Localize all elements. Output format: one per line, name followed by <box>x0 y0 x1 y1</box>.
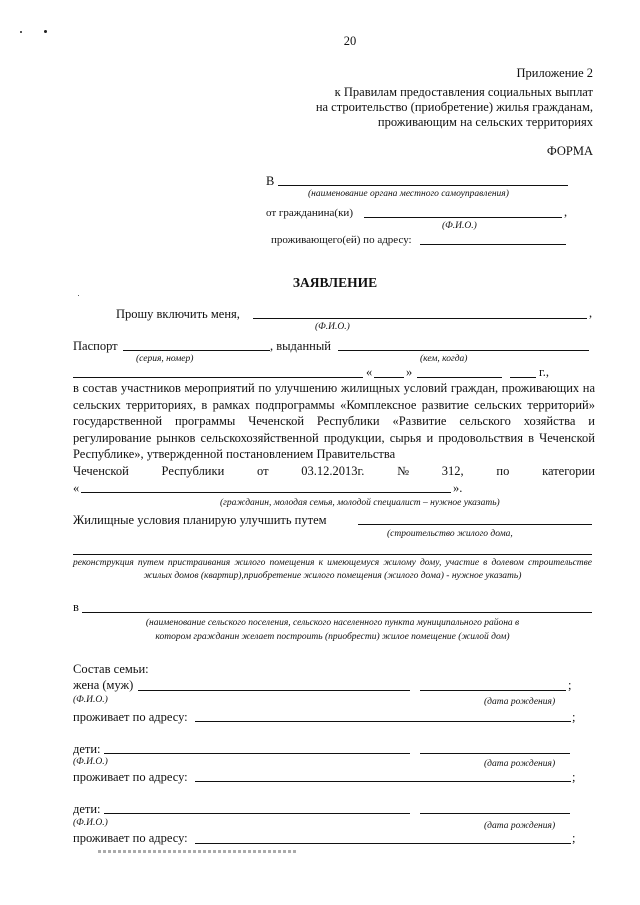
child-1-address-field[interactable] <box>195 781 571 782</box>
addressee-prefix: В <box>266 174 275 188</box>
date-close-quote: » <box>406 365 413 379</box>
date-year-field[interactable] <box>510 377 536 378</box>
spouse-end: ; <box>568 678 572 692</box>
form-label: ФОРМА <box>546 144 593 158</box>
spouse-address-label: проживает по адресу: <box>73 710 188 724</box>
request-comma: , <box>589 306 593 320</box>
passport-number-field[interactable] <box>123 350 270 351</box>
addressee-field[interactable] <box>278 185 568 186</box>
decree-word: 312, <box>441 464 464 478</box>
scan-speck <box>44 30 47 33</box>
decree-word: категории <box>542 464 595 478</box>
child-1-fio-caption: (Ф.И.О.) <box>73 757 108 767</box>
scan-speck <box>20 31 22 33</box>
spouse-dob-caption: (дата рождения) <box>484 697 556 707</box>
passport-issued-label: , выданный <box>270 339 331 353</box>
decree-word: № <box>397 464 410 478</box>
category-field[interactable] <box>81 492 451 493</box>
spouse-address-field[interactable] <box>195 721 571 722</box>
spouse-address-end: ; <box>572 710 576 724</box>
child-2-fio-caption: (Ф.И.О.) <box>73 818 108 828</box>
family-heading: Состав семьи: <box>73 662 149 676</box>
improve-method-field-2[interactable] <box>73 554 592 555</box>
decree-line <box>73 464 595 479</box>
date-open-quote: « <box>366 365 373 379</box>
applicant-caption: (Ф.И.О.) <box>442 221 477 231</box>
spouse-dob-field[interactable] <box>420 690 566 691</box>
spouse-name-field[interactable] <box>138 690 410 691</box>
improve-caption-long: реконструкция путем пристраивания жилого помещения к имеющемуся жилому дому, участие в долевом строительстве жилых домов (квартир),приобретение жилого помещения (жилого дома) - нужное указать) <box>73 558 592 581</box>
child-2-dob-caption: (дата рождения) <box>484 821 556 831</box>
child-2-address-label: проживает по адресу: <box>73 831 188 845</box>
passport-issuer-caption: (кем, когда) <box>420 354 468 364</box>
improve-caption: (строительство жилого дома, <box>387 529 513 539</box>
child-1-dob-caption: (дата рождения) <box>484 759 556 769</box>
appendix-line-3: проживающим на сельских территориях <box>377 115 593 129</box>
applicant-name-field[interactable] <box>364 217 562 218</box>
decree-word: Чеченской <box>73 464 129 478</box>
child-1-name-field[interactable] <box>104 753 410 754</box>
decree-word: 03.12.2013г. <box>301 464 365 478</box>
improve-method-field[interactable] <box>358 524 592 525</box>
passport-issuer-field[interactable] <box>338 350 589 351</box>
decree-word: от <box>257 464 269 478</box>
appendix-line-1: к Правилам предоставления социальных выплат <box>334 85 593 99</box>
child-2-address-end: ; <box>572 831 576 845</box>
request-name-field[interactable] <box>253 318 587 319</box>
category-close-quote: ». <box>453 481 463 495</box>
improve-prefix: Жилищные условия планирую улучшить путем <box>73 513 327 527</box>
spouse-label: жена (муж) <box>73 678 134 692</box>
applicant-address-field[interactable] <box>420 244 566 245</box>
appendix-title: Приложение 2 <box>516 66 593 80</box>
request-caption: (Ф.И.О.) <box>315 322 350 332</box>
child-2-label: дети: <box>73 802 101 816</box>
date-day-field[interactable] <box>374 377 404 378</box>
child-2-dob-field[interactable] <box>420 813 570 814</box>
settlement-prefix: в <box>73 600 79 614</box>
request-prefix: Прошу включить меня, <box>116 307 240 321</box>
passport-prefix: Паспорт <box>73 339 118 353</box>
child-1-address-end: ; <box>572 770 576 784</box>
applicant-prefix: от гражданина(ки) <box>266 207 353 219</box>
footer-scan-mark <box>98 850 298 853</box>
decree-word: Республики <box>161 464 225 478</box>
page-number: 20 <box>343 34 357 48</box>
child-1-label: дети: <box>73 742 101 756</box>
applicant-comma: , <box>564 205 568 219</box>
child-2-address-field[interactable] <box>195 843 571 844</box>
appendix-line-2: на строительство (приобретение) жилья гражданам, <box>315 100 593 114</box>
date-month-field[interactable] <box>417 377 502 378</box>
child-1-address-label: проживает по адресу: <box>73 770 188 784</box>
category-open-quote: « <box>73 481 80 495</box>
scan-speck <box>78 295 79 296</box>
category-caption: (гражданин, молодая семья, молодой специалист – нужное указать) <box>220 498 500 508</box>
child-2-name-field[interactable] <box>104 813 410 814</box>
settlement-field[interactable] <box>82 612 592 613</box>
settlement-caption-2: котором гражданин желает построить (приобрести) жилое помещение (жилой дом) <box>155 632 510 642</box>
child-1-dob-field[interactable] <box>420 753 570 754</box>
addressee-caption: (наименование органа местного самоуправления) <box>308 189 509 199</box>
document-title: ЗАЯВЛЕНИЕ <box>292 275 378 290</box>
issuer-continued-field[interactable] <box>73 377 363 378</box>
spouse-fio-caption: (Ф.И.О.) <box>73 695 108 705</box>
main-paragraph: в состав участников мероприятий по улучшению жилищных условий граждан, проживающих на сельских территориях, в рамках подпрограммы «Комплексное развитие сельских территорий» государственной программы Чеченской Республики «Развитие сельского хозяйства и регулирование рынков сельскохозяйственной продукции, сырья и продовольствия в Чеченской Республике», утвержденной постановлением Правительства <box>73 381 595 461</box>
decree-word: по <box>496 464 510 478</box>
date-year-suffix: г., <box>539 365 549 379</box>
applicant-address-prefix: проживающего(ей) по адресу: <box>271 234 412 246</box>
settlement-caption-1: (наименование сельского поселения, сельского населенного пункта муниципального района в <box>145 618 520 628</box>
passport-series-caption: (серия, номер) <box>136 354 194 364</box>
